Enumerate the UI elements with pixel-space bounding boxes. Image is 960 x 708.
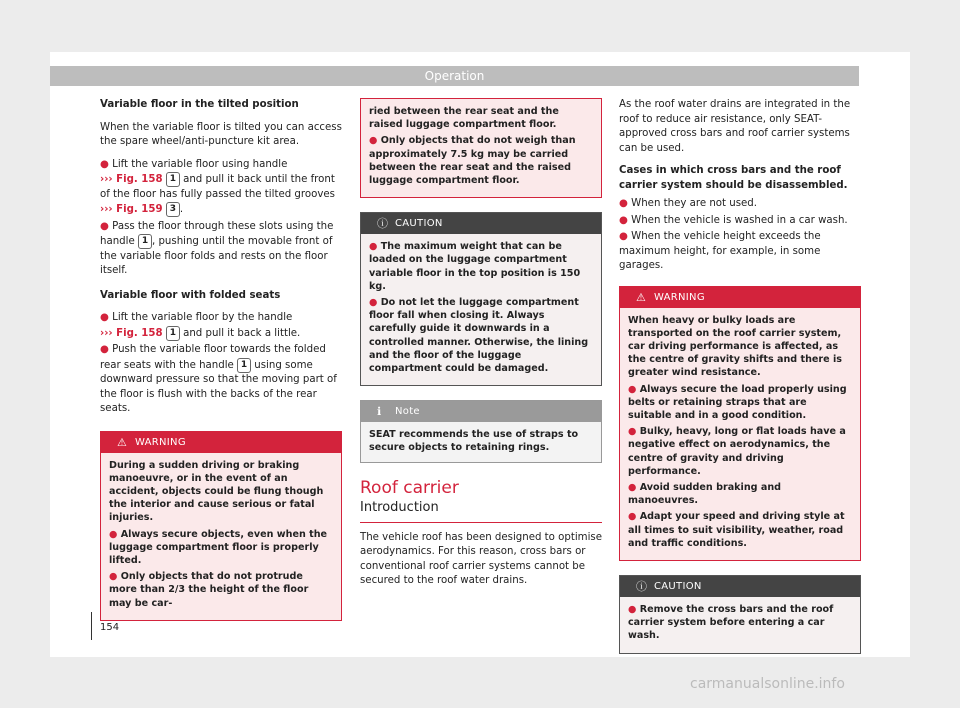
- warning-box: ⚠ WARNING During a sudden driving or braking manoeuvre, or in the event of an accident, objects could be flung though the interior and cause serious or fatal injuries. ● Always secure objects, even when the luggage compartment floor is properly lifted. ● Only objects that do not protrude more than 2/3 the height of the floor may be car-: [100, 431, 342, 621]
- warning-header: ⚠ WARNING: [101, 432, 341, 453]
- bullet-icon: ●: [628, 603, 640, 615]
- heading-cases: Cases in which cross bars and the roof carrier system should be disassembled.: [619, 165, 848, 191]
- column-1: [100, 98, 342, 631]
- warning-box-continued: ried between the rear seat and the raised luggage compartment floor. ● Only objects that do not weigh than approximately 7.5 kg may be carried between the rear seat and the raised luggage compartment floor.: [360, 98, 602, 198]
- watermark: carmanualsonline.info: [690, 676, 845, 692]
- fig-link[interactable]: ››› Fig. 159: [100, 204, 163, 215]
- bullet-icon: ●: [369, 241, 381, 253]
- bullet-icon: ●: [109, 528, 121, 540]
- fig-link[interactable]: ››› Fig. 158: [100, 174, 163, 185]
- page-header: Operation: [50, 66, 859, 86]
- warning-triangle-icon: ⚠: [636, 290, 647, 304]
- callout-number: 1: [138, 234, 152, 249]
- column-3: As the roof water drains are integrated in the roof to reduce air resistance, only SEAT-approved cross bars and roof carrier systems can be used. Cases in which cross bars and the roof carrier system should be disassembled. ● When they are not used. ● When the vehicle is washed in a car wash. ● When the vehicle height exceeds the maximum height, for example, in some garages. ⚠ WARNING When heavy or bulky loads are transported on the roof carrier system, car driving performance is affected, as the centre of gravity shifts and there is greater wind resistance. ● Always secure the load properly using belts or retaining straps that are suitable and in a good condition. ● Bulky, heavy, long or flat loads have a negative effect on aerodynamics, the centre of gravity and driving performance. ● Avoid sudden braking and manoeuvres. ● Adapt your speed and driving style at all times to suit visibility, weather, road and traffic conditions. ⓘ CAUTION ● Remove the cross bars and the roof carrier system before entering a car wash.: [619, 98, 861, 664]
- bullet-1: ● Lift the variable floor using handle ››› Fig. 158 1 and pull it back until the front of the floor has fully passed the tilted grooves ››› Fig. 159 3 .: [100, 158, 335, 215]
- bullet-icon: ●: [628, 481, 640, 493]
- bullet-4: ● Push the variable floor towards the folded rear seats with the handle 1 using some downward pressure so that the moving part of the floor is flush with the backs of the rear seats.: [100, 344, 337, 414]
- callout-number: 1: [166, 326, 180, 341]
- section-title: Roof carrier: [360, 477, 459, 498]
- note-box: ℹ Note SEAT recommends the use of straps to secure objects to retaining rings.: [360, 400, 602, 462]
- warning-header: ⚠ WARNING: [620, 287, 860, 308]
- subsection-title: Introduction: [360, 501, 602, 523]
- page-number-rule: [91, 612, 92, 640]
- caution-box-roof: ⓘ CAUTION ● Remove the cross bars and the roof carrier system before entering a car wash.: [619, 575, 861, 654]
- bullet-icon: ●: [619, 214, 632, 226]
- para-tilted: When the variable floor is tilted you can access the spare wheel/anti-puncture kit area.: [100, 121, 342, 147]
- callout-number: 1: [166, 172, 180, 187]
- intro-paragraph: The vehicle roof has been designed to optimise aerodynamics. For this reason, cross bars or conventional roof carrier systems cannot be secured to the roof water drains.: [360, 531, 602, 587]
- caution-header: ⓘ CAUTION: [361, 213, 601, 234]
- bullet-icon: ●: [628, 426, 640, 438]
- para-roof-drains: As the roof water drains are integrated in the roof to reduce air resistance, only SEAT-approved cross bars and roof carrier systems can be used.: [619, 99, 851, 154]
- caution-box: ⓘ CAUTION ● The maximum weight that can be loaded on the luggage compartment variable floor in the top position is 150 kg. ● Do not let the luggage compartment floor fall when closing it. Always carefully guide it downwards in a controlled manner. Otherwise, the lining and the floor of the luggage compartment could be damaged.: [360, 212, 602, 386]
- heading-folded: Variable floor with folded seats: [100, 289, 281, 301]
- note-header: ℹ Note: [361, 401, 601, 422]
- caution-circle-icon: ⓘ: [636, 579, 648, 593]
- bullet-icon: ●: [100, 158, 113, 170]
- callout-number: 3: [166, 202, 180, 217]
- bullet-icon: ●: [628, 511, 640, 523]
- bullet-icon: ●: [369, 135, 381, 147]
- bullet-icon: ●: [109, 571, 121, 583]
- fig-link[interactable]: ››› Fig. 158: [100, 327, 163, 339]
- bullet-icon: ●: [100, 344, 113, 355]
- warning-box-roof: ⚠ WARNING When heavy or bulky loads are transported on the roof carrier system, car driving performance is affected, as the centre of gravity shifts and there is greater wind resistance. ● Always secure the load properly using belts or retaining straps that are suitable and in a good condition. ● Bulky, heavy, long or flat loads have a negative effect on aerodynamics, the centre of gravity and driving performance. ● Avoid sudden braking and manoeuvres. ● Adapt your speed and driving style at all times to suit visibility, weather, road and traffic conditions.: [619, 286, 861, 561]
- bullet-icon: ●: [619, 198, 632, 209]
- bullet-icon: ●: [100, 312, 113, 323]
- caution-circle-icon: ⓘ: [377, 217, 389, 231]
- warning-triangle-icon: ⚠: [117, 435, 128, 449]
- bullet-icon: ●: [619, 231, 632, 242]
- callout-number: 1: [237, 358, 251, 373]
- heading-tilted: Variable floor in the tilted position: [100, 99, 299, 110]
- column-2: [360, 98, 602, 597]
- page-number: 154: [100, 622, 120, 633]
- bullet-icon: ●: [628, 383, 640, 395]
- bullet-3: ● Lift the variable floor by the handle ››› Fig. 158 1 and pull it back a little.: [100, 312, 301, 339]
- bullet-icon: ●: [369, 297, 381, 309]
- caution-header: ⓘ CAUTION: [620, 576, 860, 597]
- bullet-2: ● Pass the floor through these slots using the handle 1 , pushing until the movable front of the variable floor folds and rests on the floor itself.: [100, 220, 334, 276]
- info-note-icon: ℹ: [377, 405, 382, 419]
- bullet-icon: ●: [100, 220, 113, 232]
